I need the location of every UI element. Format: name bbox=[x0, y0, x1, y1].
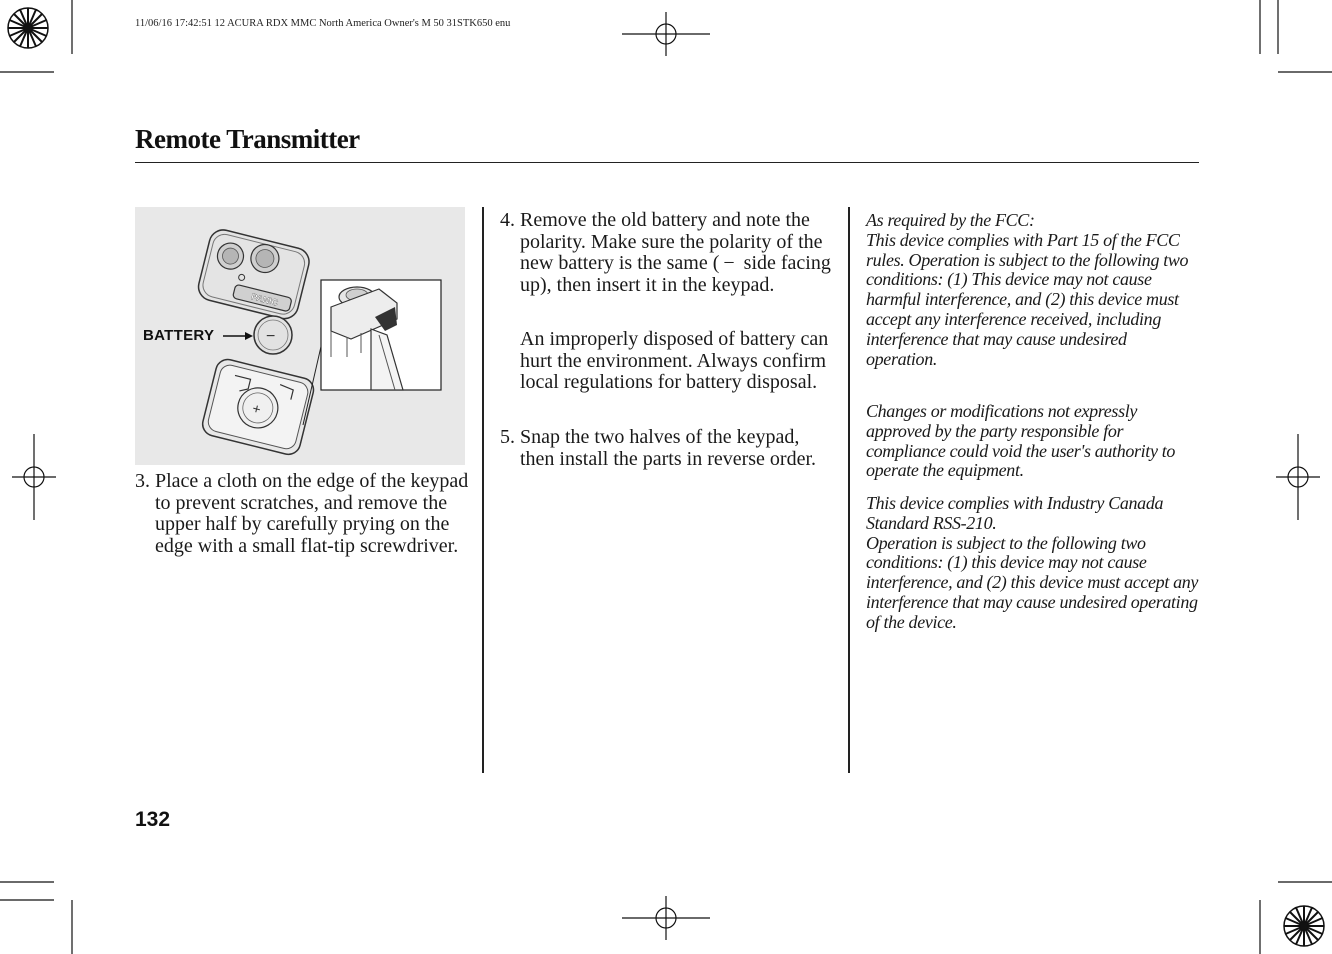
battery-disposal-note: An improperly disposed of battery can hurt the environment. Always confirm local regulations for battery disposal. bbox=[520, 328, 829, 394]
minus-symbol: − bbox=[723, 252, 735, 275]
starburst-mark-bottom-right bbox=[1284, 906, 1324, 946]
registration-mark-bottom bbox=[622, 896, 710, 940]
title-rule bbox=[135, 162, 1199, 163]
step-5-text: Snap the two halves of the keypad, then install the parts in reverse order. bbox=[520, 426, 817, 470]
step-4-number: 4. bbox=[500, 209, 515, 231]
battery-label: BATTERY bbox=[143, 327, 215, 344]
battery-plus-symbol: + bbox=[250, 399, 263, 418]
battery-arrow-icon bbox=[223, 332, 253, 340]
fcc-part15-block bbox=[866, 211, 1200, 369]
page-number: 132 bbox=[135, 808, 171, 831]
battery-coin bbox=[254, 316, 292, 354]
industry-canada-block bbox=[866, 494, 1200, 633]
step-3-text: Place a cloth on the edge of the keypad to prevent scratches, and remove the upper half by carefully prying on the edge with a small flat-tip screwdriver. bbox=[155, 470, 469, 557]
fcc-heading: As required by the FCC: bbox=[866, 210, 1035, 230]
step-5 bbox=[500, 427, 835, 470]
step-3-number: 3. bbox=[135, 470, 150, 492]
column-rule-left bbox=[482, 207, 484, 773]
print-header: 11/06/16 17:42:51 12 ACURA RDX MMC North America Owner's M 50 31STK650 enu bbox=[135, 18, 511, 29]
step-3 bbox=[135, 471, 470, 557]
page-title: Remote Transmitter bbox=[135, 124, 360, 154]
step-4 bbox=[500, 210, 835, 296]
step-4-text bbox=[520, 210, 835, 296]
starburst-mark-top-left bbox=[8, 8, 48, 48]
registration-mark-left bbox=[12, 434, 56, 520]
panic-label: PANIC bbox=[250, 291, 280, 308]
registration-mark-top bbox=[622, 12, 710, 56]
battery-replacement-figure bbox=[135, 207, 465, 465]
registration-mark-right bbox=[1276, 434, 1320, 520]
column-rule-right bbox=[848, 207, 850, 773]
ic-operation-text: Operation is subject to the following two conditions: (1) this device may not cause interference, and (2) this device must accept any interference that may cause undesired operating of the device. bbox=[866, 532, 1199, 632]
keypad-lower-half bbox=[200, 357, 316, 457]
keypad-upper-half bbox=[196, 227, 312, 322]
battery-minus-symbol: − bbox=[266, 328, 276, 345]
fcc-part15-text: This device complies with Part 15 of the FCC rules. Operation is subject to the following two conditions: (1) This device may not cause harmful interference, and (2) this device must accept any interference received, including interference that may cause undesired operation. bbox=[866, 229, 1189, 369]
step-4-text-after: side facing up), then insert it in the keypad. bbox=[520, 252, 831, 296]
fcc-changes-text: Changes or modifications not expressly approved by the party responsible for compliance could void the user's authority to operate the equipment. bbox=[866, 401, 1176, 481]
screwdriver-inset bbox=[321, 280, 441, 390]
industry-canada-text: This device complies with Industry Canada Standard RSS-210. bbox=[866, 493, 1164, 533]
step-5-number: 5. bbox=[500, 426, 515, 448]
step-4-text-before: Remove the old battery and note the polarity. Make sure the polarity of the new battery is the same ( bbox=[520, 209, 823, 275]
